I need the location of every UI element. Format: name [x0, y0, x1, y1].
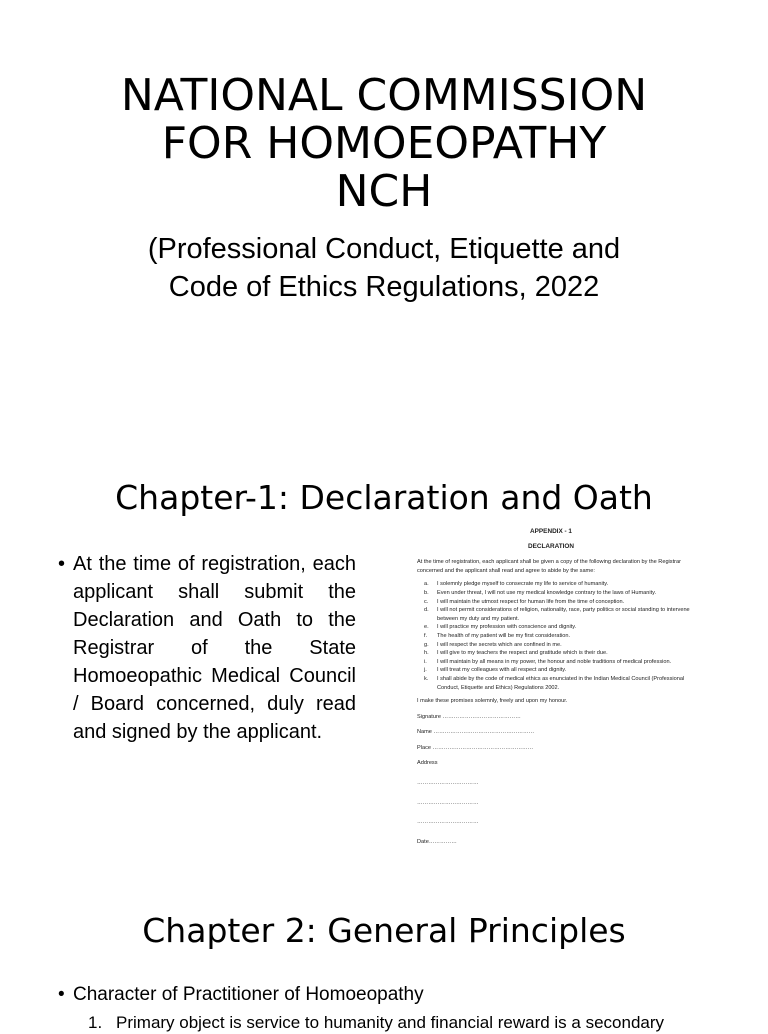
chapter2-slide: [0, 896, 768, 1032]
chapter1-bullet-text: At the time of registration, each applicant shall submit the Declaration and Oath to the Registrar of the State Homoeopathic Medical Council / Board concerned, duly read and signed by the applicant.: [73, 553, 356, 743]
bullet-marker: •: [58, 553, 66, 575]
bullet-marker: •: [58, 984, 65, 1005]
appendix-intro: At the time of registration, each applicant shall be given a copy of the following declaration by the Registrar concerned and the applicant shall read and agree to abide by the same:: [417, 559, 681, 574]
chapter2-numbered-item: [88, 1012, 728, 1034]
appendix-item: a. I solemnly pledge myself to consecrate my life to service of humanity.: [424, 581, 609, 588]
appendix-item: g. I will respect the secrets which are confined in me.: [424, 641, 562, 648]
appendix-address-line: ……………………………: [417, 799, 479, 806]
appendix-item: f. The health of my patient will be my first consideration.: [424, 632, 571, 639]
item-text: Primary object is service to humanity and financial reward is a secondary: [116, 1013, 665, 1032]
subtitle: [60, 230, 708, 306]
chapter1-bullet: [58, 550, 356, 746]
appendix-address-line: ……………………………: [417, 819, 479, 826]
appendix-item: h. I will give to my teachers the respect and gratitude which is their due.: [424, 650, 608, 657]
subtitle-line-2: Code of Ethics Regulations, 2022: [168, 271, 600, 303]
appendix-title: APPENDIX - 1: [530, 528, 572, 535]
appendix-item: k. I shall abide by the code of medical ethics as enunciated in the Indian Medical Council (Professional Conduct, Etiquette and Ethics) Regulations 2002.: [424, 675, 685, 691]
appendix-declaration-heading: DECLARATION: [527, 542, 575, 550]
appendix-name-line: Name ………………………………………………: [417, 729, 535, 736]
appendix-item: c. I will maintain the utmost respect for human life from the time of conception.: [424, 598, 625, 605]
appendix-item: b. Even under threat, I will not use my medical knowledge contrary to the laws of Humanity.: [424, 589, 657, 596]
main-title: [0, 72, 768, 216]
item-number: 1.: [88, 1013, 103, 1032]
appendix-address-label: Address: [417, 760, 438, 767]
appendix-item: i. I will maintain by all means in my power, the honour and noble traditions of medical profession.: [424, 658, 672, 665]
chapter2-heading: Chapter 2: General Principles: [142, 911, 626, 950]
title-line-2: FOR HOMOEOPATHY: [161, 118, 607, 169]
title-line-3: NCH: [335, 166, 433, 217]
chapter1-heading: Chapter-1: Declaration and Oath: [115, 478, 653, 517]
appendix-place-line: Place ………………………………………………: [417, 744, 534, 751]
appendix-signature-line: Signature ……………………………………: [417, 713, 521, 720]
title-line-1: NATIONAL COMMISSION: [120, 70, 648, 121]
chapter2-bullet-text: Character of Practitioner of Homoeopathy: [73, 984, 424, 1005]
chapter2-bullet: [58, 982, 718, 1007]
appendix-promise: I make these promises solemnly, freely and upon my honour.: [417, 698, 568, 705]
title-slide: [0, 0, 768, 440]
appendix-item: e. I will practice my profession with conscience and dignity.: [424, 624, 577, 631]
appendix-address-line: ……………………………: [417, 780, 479, 787]
appendix-item: j. I will treat my colleagues with all respect and dignity.: [424, 667, 567, 674]
chapter1-slide: [0, 452, 768, 892]
appendix-oath-list: [398, 580, 704, 692]
appendix-document-image: [398, 528, 704, 858]
appendix-date-line: Date……………: [417, 838, 457, 845]
subtitle-line-1: (Professional Conduct, Etiquette and: [147, 233, 621, 265]
appendix-item: d. I will not permit considerations of religion, nationality, race, party politics or social standing to intervene between my duty and my patient.: [424, 607, 690, 622]
